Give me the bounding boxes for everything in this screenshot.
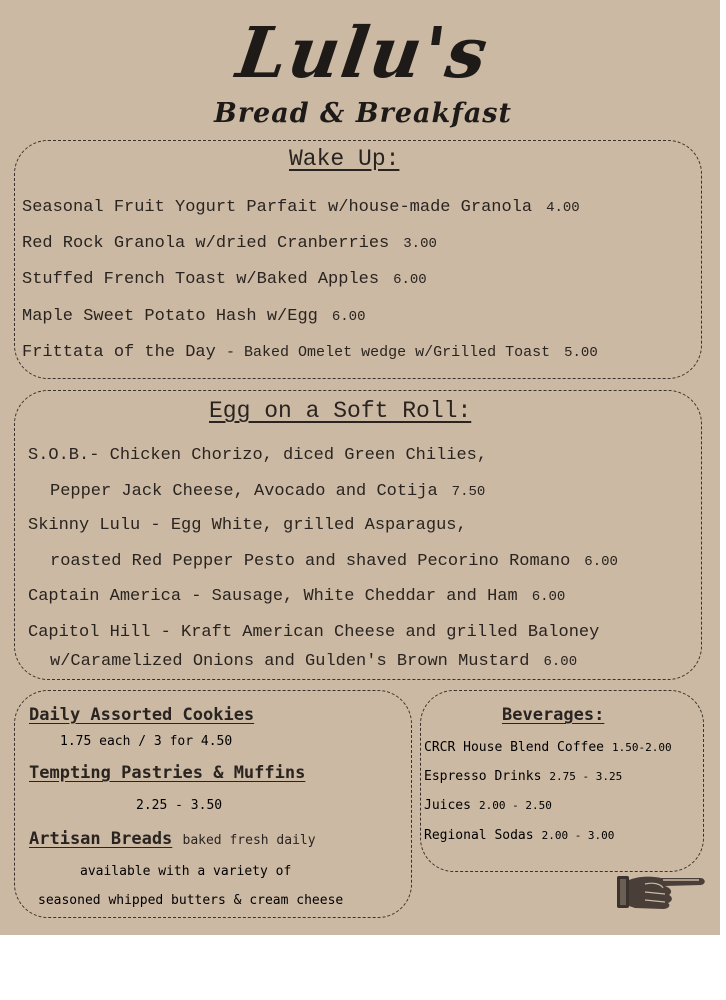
menu-item — [28, 587, 565, 606]
item-price: 6.00 — [331, 309, 366, 325]
beverage-price: 2.00 - 2.50 — [478, 799, 552, 812]
beverage-name: Regional Sodas — [424, 828, 534, 843]
beverage-item — [424, 828, 614, 843]
menu-item — [22, 198, 580, 217]
beverage-price: 1.50-2.00 — [612, 741, 672, 754]
menu-item-cont — [50, 482, 485, 501]
item-desc: roasted Red Pepper Pesto and shaved Pecorino Romano — [50, 552, 571, 571]
item-price: 5.00 — [564, 345, 598, 361]
menu-item-cont — [50, 652, 577, 671]
item-name: Skinny Lulu — [28, 516, 141, 535]
item-price: 6.00 — [584, 554, 618, 570]
beverage-price: 2.75 - 3.25 — [549, 770, 623, 783]
menu-item — [28, 623, 599, 642]
menu-item-cont — [50, 552, 618, 571]
item-name: Maple Sweet Potato Hash w/Egg — [22, 307, 318, 326]
egg-roll-heading: Egg on a Soft Roll: — [209, 398, 472, 424]
beverage-price: 2.00 - 3.00 — [541, 829, 615, 842]
menu-item — [22, 307, 365, 326]
beverage-item — [424, 798, 552, 813]
menu-item — [28, 446, 487, 465]
pointing-hand-icon — [615, 870, 707, 914]
breads-heading: Artisan Breads — [29, 829, 173, 849]
menu-item — [22, 343, 598, 362]
item-price: 6.00 — [531, 589, 566, 605]
wake-up-heading: Wake Up: — [289, 146, 400, 172]
cookies-price: 1.75 each / 3 for 4.50 — [60, 734, 233, 749]
logo-subtitle: Bread & Breakfast — [214, 98, 512, 129]
breads-line — [29, 829, 316, 850]
item-desc: - Chicken Chorizo, diced Green Chilies, — [89, 446, 488, 465]
item-desc: Pepper Jack Cheese, Avocado and Cotija — [50, 482, 438, 501]
item-name: Seasonal Fruit Yogurt Parfait w/house-made Granola — [22, 198, 533, 217]
menu-item — [28, 516, 467, 535]
breads-desc-3: seasoned whipped butters & cream cheese — [38, 893, 344, 908]
cookies-heading: Daily Assorted Cookies — [29, 705, 255, 725]
pastries-heading: Tempting Pastries & Muffins — [29, 763, 306, 783]
item-desc: w/Caramelized Onions and Gulden's Brown Mustard — [50, 652, 530, 671]
item-name: S.O.B. — [28, 446, 90, 465]
item-name: Stuffed French Toast w/Baked Apples — [22, 270, 380, 289]
beverage-name: Juices — [424, 798, 471, 813]
item-name: Red Rock Granola w/dried Cranberries — [22, 234, 390, 253]
menu-item — [22, 234, 437, 253]
item-price: 3.00 — [403, 236, 437, 252]
beverages-heading: Beverages: — [502, 705, 605, 725]
breads-desc: baked fresh daily — [182, 833, 316, 848]
item-desc: - Sausage, White Cheddar and Ham — [191, 587, 518, 606]
item-name: Capitol Hill — [28, 623, 151, 642]
beverage-item — [424, 740, 672, 755]
beverage-name: Espresso Drinks — [424, 769, 542, 784]
item-desc: - Kraft American Cheese and grilled Baloney — [160, 623, 600, 642]
item-price: 6.00 — [393, 272, 427, 288]
menu-item — [22, 270, 427, 289]
breads-desc-2: available with a variety of — [80, 864, 292, 879]
item-price: 4.00 — [546, 200, 580, 216]
logo-title: Lulu's — [232, 11, 495, 94]
item-desc: - Baked Omelet wedge w/Grilled Toast — [226, 344, 551, 361]
beverage-name: CRCR House Blend Coffee — [424, 740, 605, 755]
item-name: Captain America — [28, 587, 182, 606]
item-price: 6.00 — [543, 654, 578, 670]
item-name: Frittata of the Day — [22, 343, 216, 362]
item-desc: - Egg White, grilled Asparagus, — [150, 516, 467, 535]
item-price: 7.50 — [451, 484, 486, 500]
pastries-price: 2.25 - 3.50 — [136, 798, 223, 813]
beverage-item — [424, 769, 622, 784]
